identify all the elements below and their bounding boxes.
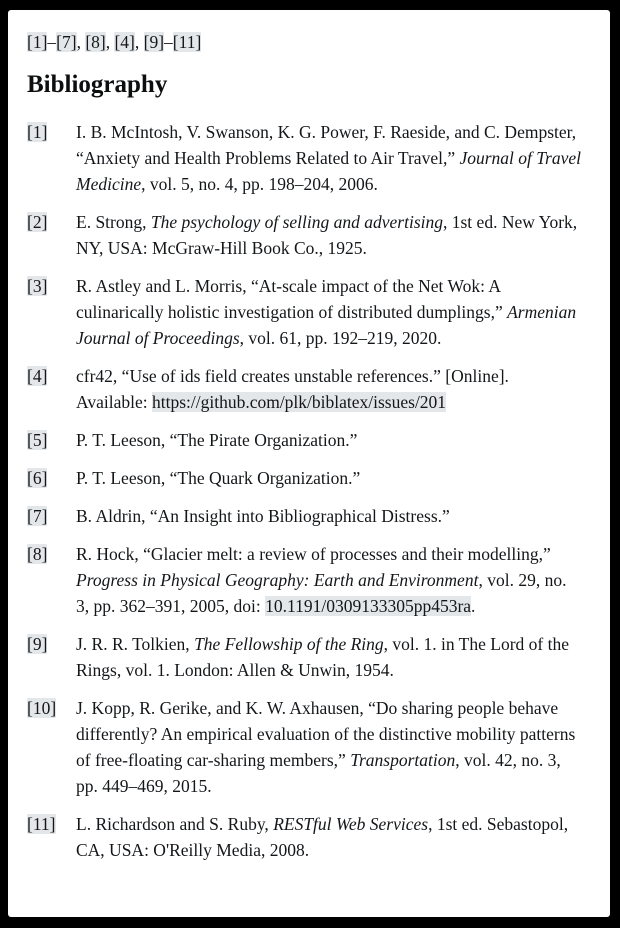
bibliography-entry: [27, 503, 586, 529]
bibliography-heading: Bibliography: [27, 71, 168, 98]
entry-text-segment: B. Aldrin, “An Insight into Bibliographical Distress.”: [76, 506, 450, 526]
entry-label-cell: [27, 695, 76, 721]
bibliography-list: [27, 119, 586, 863]
entry-label-cell: [27, 465, 76, 491]
citation-ref-link[interactable]: [8]: [85, 32, 106, 52]
entry-text-segment: , 1st ed. Sebastopol, CA, USA: O'Reilly Media, 2008.: [76, 814, 569, 860]
bibliography-entry: [27, 631, 586, 683]
entry-label-cell: [27, 427, 76, 453]
bibliography-entry: [27, 541, 586, 619]
entry-text-segment: The psychology of selling and advertising: [150, 212, 443, 232]
citation-ref-link[interactable]: [11]: [172, 32, 202, 52]
entry-label-link[interactable]: [6]: [27, 468, 48, 488]
entry-label-cell: [27, 541, 76, 567]
citation-ref-link[interactable]: [4]: [114, 32, 135, 52]
entry-text-segment: The Fellowship of the Ring: [194, 634, 384, 654]
entry-text: [76, 273, 582, 351]
entry-url-link[interactable]: 10.1191/0309133305pp453ra: [265, 596, 472, 616]
entry-label-cell: [27, 363, 76, 389]
citation-separator: –: [164, 32, 173, 52]
entry-text-segment: , vol. 1. in The Lord of the Rings, vol. 1. London: Allen & Unwin, 1954.: [76, 634, 569, 680]
entry-label-link[interactable]: [1]: [27, 122, 48, 142]
citation-line: [27, 31, 586, 53]
entry-text: [76, 695, 582, 799]
entry-text: [76, 811, 582, 863]
bibliography-entry: [27, 465, 586, 491]
entry-label-cell: [27, 631, 76, 657]
entry-text-segment: Transportation: [350, 750, 456, 770]
entry-label-link[interactable]: [9]: [27, 634, 48, 654]
entry-label-link[interactable]: [11]: [27, 814, 56, 834]
entry-label-link[interactable]: [2]: [27, 212, 48, 232]
entry-text-segment: , vol. 61, pp. 192–219, 2020.: [239, 328, 442, 348]
entry-text-segment: Progress in Physical Geography: Earth and Environment: [76, 570, 479, 590]
entry-text-segment: J. Kopp, R. Gerike, and K. W. Axhausen, “Do sharing people behave differently? An empirical evaluation of the distinctive mobility patterns of free-floating car-sharing members,”: [76, 698, 576, 770]
entry-text-segment: cfr42, “Use of ids field creates unstable references.” [Online]. Available:: [76, 366, 509, 412]
entry-label-link[interactable]: [3]: [27, 276, 48, 296]
entry-text-segment: , vol. 29, no. 3, pp. 362–391, 2005, doi:: [76, 570, 567, 616]
entry-text-segment: E. Strong,: [76, 212, 151, 232]
entry-text-segment: Journal of Travel Medicine: [76, 148, 582, 194]
citation-ref-link[interactable]: [1]: [27, 32, 48, 52]
entry-text-segment: , vol. 5, no. 4, pp. 198–204, 2006.: [141, 174, 378, 194]
entry-label-cell: [27, 209, 76, 235]
entry-label-link[interactable]: [4]: [27, 366, 48, 386]
entry-text: [76, 631, 582, 683]
entry-text-segment: RESTful Web Services: [273, 814, 429, 834]
entry-text: [76, 541, 582, 619]
entry-label-link[interactable]: [10]: [27, 698, 57, 718]
entry-text: [76, 119, 582, 197]
entry-text-segment: R. Hock, “Glacier melt: a review of processes and their modelling,”: [76, 544, 551, 564]
entry-text-segment: , vol. 42, no. 3, pp. 449–469, 2015.: [76, 750, 561, 796]
entry-label-cell: [27, 273, 76, 299]
entry-label-cell: [27, 503, 76, 529]
entry-text: [76, 465, 582, 491]
bibliography-entry: [27, 811, 586, 863]
citation-ref-link[interactable]: [9]: [143, 32, 165, 52]
entry-text-segment: P. T. Leeson, “The Quark Organization.”: [76, 468, 361, 488]
citation-separator: ,: [134, 32, 144, 52]
entry-text: [76, 209, 582, 261]
bibliography-entry: [27, 209, 586, 261]
entry-label-cell: [27, 119, 76, 145]
bibliography-entry: [27, 427, 586, 453]
entry-text-segment: R. Astley and L. Morris, “At-scale impact of the Net Wok: A culinarically holistic investigation of distributed dumplings,”: [76, 276, 508, 322]
bibliography-entry: [27, 695, 586, 799]
entry-label-cell: [27, 811, 76, 837]
entry-label-link[interactable]: [7]: [27, 506, 48, 526]
entry-text-segment: .: [471, 596, 476, 616]
entry-text-segment: P. T. Leeson, “The Pirate Organization.”: [76, 430, 358, 450]
bibliography-entry: [27, 273, 586, 351]
entry-label-link[interactable]: [8]: [27, 544, 48, 564]
entry-url-link[interactable]: https://github.com/plk/biblatex/issues/201: [151, 392, 447, 412]
document-page: [8, 10, 610, 917]
citation-separator: ,: [76, 32, 86, 52]
citation-separator: ,: [105, 32, 115, 52]
entry-text: [76, 363, 582, 415]
entry-text-segment: L. Richardson and S. Ruby,: [76, 814, 274, 834]
entry-text: [76, 503, 582, 529]
citation-ref-link[interactable]: [7]: [56, 32, 77, 52]
entry-label-link[interactable]: [5]: [27, 430, 48, 450]
entry-text-segment: J. R. R. Tolkien,: [76, 634, 195, 654]
entry-text-segment: I. B. McIntosh, V. Swanson, K. G. Power, F. Raeside, and C. Dempster, “Anxiety and Health Problems Related to Air Travel,”: [76, 122, 577, 168]
bibliography-entry: [27, 363, 586, 415]
entry-text: [76, 427, 582, 453]
entry-text-segment: , 1st ed. New York, NY, USA: McGraw-Hill Book Co., 1925.: [76, 212, 578, 258]
entry-text-segment: Armenian Journal of Proceedings: [76, 302, 577, 348]
citation-separator: –: [47, 32, 57, 52]
bibliography-entry: [27, 119, 586, 197]
